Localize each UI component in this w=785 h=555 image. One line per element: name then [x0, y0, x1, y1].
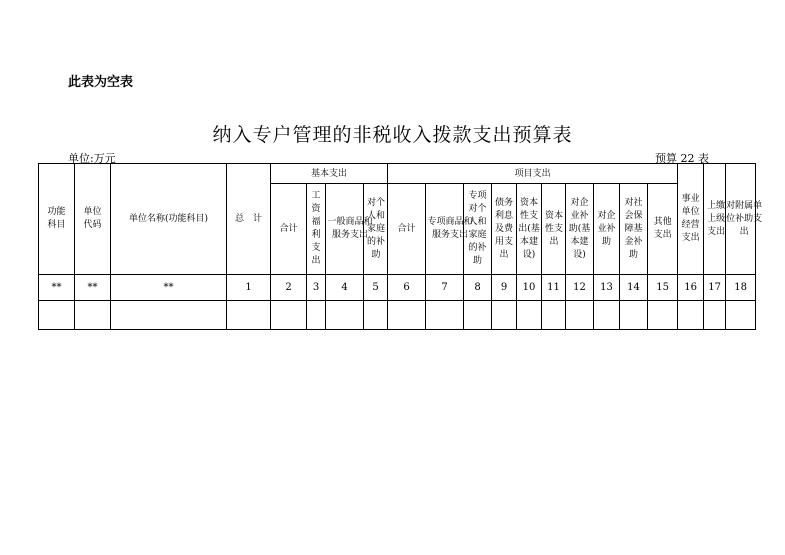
index-cell: 14: [620, 275, 648, 301]
header-project-group: 项目支出: [388, 164, 678, 184]
empty-cell: [492, 301, 517, 330]
header-total: 总 计: [227, 164, 271, 275]
header-special-goods: 专项商品和服务支出: [426, 184, 464, 275]
empty-cell: [75, 301, 111, 330]
empty-cell: [326, 301, 364, 330]
index-cell: 2: [271, 275, 307, 301]
empty-cell: [704, 301, 726, 330]
unit-label: 单位:万元: [68, 152, 116, 165]
empty-cell: [39, 301, 75, 330]
header-to-affiliates: 对附属单位补助支出: [726, 164, 756, 275]
index-row: [39, 275, 756, 301]
empty-cell: [426, 301, 464, 330]
page-title: 纳入专户管理的非税收入拨款支出预算表: [212, 124, 573, 146]
header-social-security: 对社会保障基金补助: [620, 184, 648, 275]
header-enterprise-sub: 对企业补助: [594, 184, 620, 275]
header-enterprise-capex: 对企业补助(基本建设): [566, 184, 594, 275]
index-cell: 5: [364, 275, 388, 301]
header-general-goods: 一般商品和服务支出: [326, 184, 364, 275]
empty-cell: [227, 301, 271, 330]
header-project-total: 合计: [388, 184, 426, 275]
empty-cell: [542, 301, 566, 330]
empty-cell: [307, 301, 326, 330]
index-cell: 11: [542, 275, 566, 301]
header-capital: 资本性支出: [542, 184, 566, 275]
empty-cell: [566, 301, 594, 330]
header-basic-group: 基本支出: [271, 164, 388, 184]
index-cell: 10: [517, 275, 542, 301]
empty-cell: [678, 301, 704, 330]
index-cell: 18: [726, 275, 756, 301]
table-number: 预算 22 表: [655, 152, 709, 165]
empty-cell: [111, 301, 227, 330]
empty-cell: [726, 301, 756, 330]
empty-cell: [648, 301, 678, 330]
index-cell: 12: [566, 275, 594, 301]
header-other: 其他支出: [648, 184, 678, 275]
empty-cell: [388, 301, 426, 330]
index-cell: 4: [326, 275, 364, 301]
header-func-subject: 功能科目: [39, 164, 75, 275]
empty-cell: [594, 301, 620, 330]
index-cell: 6: [388, 275, 426, 301]
index-cell: 3: [307, 275, 326, 301]
empty-cell: [517, 301, 542, 330]
header-special-personal: 专项对个人和家庭的补助: [464, 184, 492, 275]
header-capital-capex: 资本性支出(基本建设): [517, 184, 542, 275]
index-cell: 9: [492, 275, 517, 301]
empty-cell: [364, 301, 388, 330]
header-unit-code: 单位代码: [75, 164, 111, 275]
index-cell: **: [75, 275, 111, 301]
header-row-top: [39, 164, 756, 184]
index-cell: **: [111, 275, 227, 301]
header-to-superior: 上缴上级支出: [704, 164, 726, 275]
header-wage-welfare: 工资福利支出: [307, 184, 326, 275]
header-business-ops: 事业单位经营支出: [678, 164, 704, 275]
budget-table: [38, 163, 763, 330]
empty-cell: [620, 301, 648, 330]
header-unit-name: 单位名称(功能科目): [111, 164, 227, 275]
index-cell: **: [39, 275, 75, 301]
empty-table-note: 此表为空表: [68, 75, 134, 90]
index-cell: 1: [227, 275, 271, 301]
header-basic-total: 合计: [271, 184, 307, 275]
index-cell: 7: [426, 275, 464, 301]
empty-cell: [464, 301, 492, 330]
empty-cell: [271, 301, 307, 330]
index-cell: 13: [594, 275, 620, 301]
index-cell: 8: [464, 275, 492, 301]
empty-data-row: [39, 301, 756, 330]
index-cell: 17: [704, 275, 726, 301]
index-cell: 16: [678, 275, 704, 301]
header-personal-subsidy: 对个人和家庭的补助: [364, 184, 388, 275]
index-cell: 15: [648, 275, 678, 301]
header-debt-interest: 债务利息及费用支出: [492, 184, 517, 275]
